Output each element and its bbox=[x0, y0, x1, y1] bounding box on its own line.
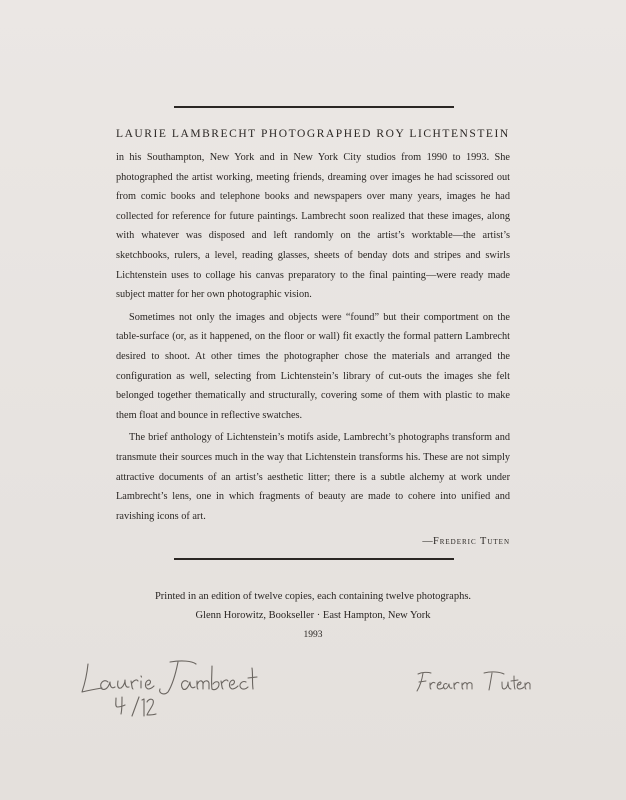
essay-lead-heading: LAURIE LAMBRECHT PHOTOGRAPHED ROY LICHTENSTEIN bbox=[116, 128, 510, 140]
essay-paragraph-1 bbox=[116, 120, 510, 305]
byline-dash: — bbox=[422, 536, 433, 548]
colophon-year: 1993 bbox=[303, 630, 323, 640]
essay-byline bbox=[116, 532, 510, 552]
byline-author: Frederic Tuten bbox=[432, 536, 510, 548]
bottom-rule bbox=[174, 558, 454, 560]
signature-frederic-tuten bbox=[414, 668, 532, 696]
colophon-publisher-line: Glenn Horowitz, Bookseller · East Hampton, New York bbox=[195, 610, 431, 621]
essay-paragraph-2: Sometimes not only the images and objects were “found” but their comportment on the table-surface (or, as it happened, on the floor or wall) fit exactly the formal pattern Lambrecht desired to shoot. At other times the photographer chose the materials and arranged the configuration as well, selecting from Lichtenstein’s library of cut-outs the images she felt belonged together thematically and structurally, covering some of them with plastic to make them float and bounce in reflective swatches. bbox=[116, 311, 510, 421]
top-rule bbox=[174, 106, 454, 108]
essay-paragraph-1-body: in his Southampton, New York and in New York City studios from 1990 to 1993. She photographed the artist working, meeting friends, dreaming over images he had scissored out from comic books and telephone books and newspapers over many years, images he had collected for reference for future paintings. Lambrecht soon realized that these images, along with whatever was disposed and left randomly on the artist’s worktable—the artist’s sketchbooks, rulers, a level, reading glasses, sheets of benday dots and stripes and swirls Lichtenstein uses to collage his canvas preparatory to the final painting—were ready made subject matter for her own photographic vision. bbox=[116, 152, 510, 301]
essay-paragraph-3: The brief anthology of Lichtenstein’s motifs aside, Lambrecht’s photographs transform and transmute their sources much in the way that Lichtenstein transforms his. These are not simply attractive documents of an artist’s aesthetic litter; there is a subtle alchemy at work under Lambrecht’s lens, one in which fragments of beauty are made to cohere into unified and ravishing icons of art. bbox=[116, 432, 510, 522]
signature-laurie-lambrecht bbox=[78, 656, 258, 702]
edition-number bbox=[112, 694, 158, 722]
colophon-edition-line: Printed in an edition of twelve copies, each containing twelve photographs. bbox=[154, 591, 472, 602]
essay-text bbox=[116, 120, 510, 552]
